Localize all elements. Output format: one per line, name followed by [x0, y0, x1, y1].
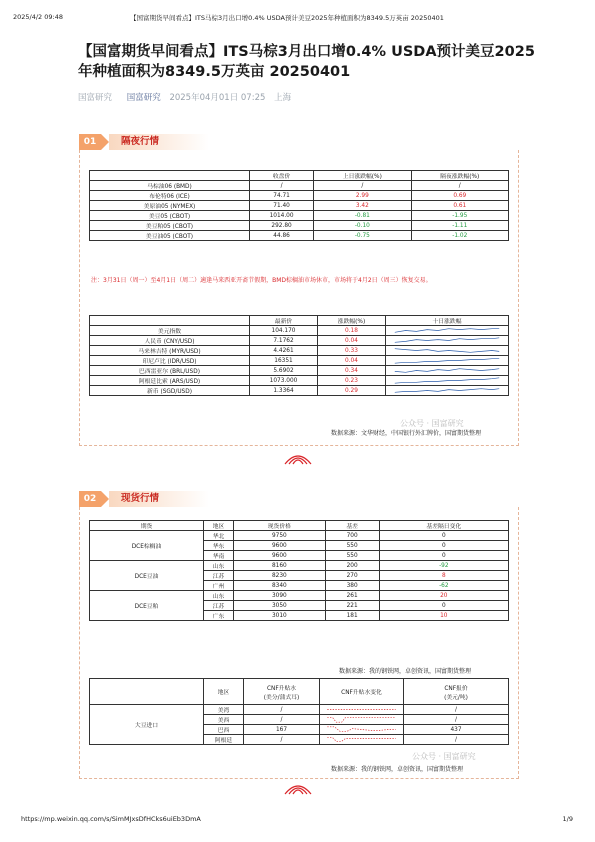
table-header-row [90, 521, 509, 531]
table-cell: / [244, 705, 320, 715]
table-cell: 美豆05 (CBOT) [90, 211, 250, 221]
table-header-cell: 收盘价 [250, 171, 314, 181]
table-cell: / [404, 715, 509, 725]
table-cell: 0 [379, 531, 508, 541]
cnf-table [89, 678, 509, 745]
table-header-cell: 地区 [204, 521, 234, 531]
table-group-cell: 大豆进口 [90, 705, 204, 745]
table-cell: / [404, 735, 509, 745]
table-cell: 9600 [234, 551, 326, 561]
table-cell: 181 [325, 611, 379, 621]
table-cell: -62 [379, 581, 508, 591]
table-cell: 700 [325, 531, 379, 541]
table-cell: 美元指数 [90, 326, 250, 336]
table-cell: 美豆粕05 (CBOT) [90, 221, 250, 231]
table-header-cell: 上日涨跌幅(%) [314, 171, 411, 181]
article-author-link[interactable]: 国富研究 [126, 93, 161, 103]
table-cell: 1014.00 [250, 211, 314, 221]
table-cell: 人民币 (CNY/USD) [90, 336, 250, 346]
table-cell: 0.61 [411, 201, 508, 211]
table-cell: 20 [379, 591, 508, 601]
table-cell: 104.170 [250, 326, 318, 336]
table-cell: 550 [325, 551, 379, 561]
sparkline-cell [320, 725, 404, 735]
print-tab-title: 【国富期货早间看点】ITS马棕3月出口增0.4% USDA预计美豆2025年种植面积为8349.5万英亩 20250401 [130, 14, 444, 22]
sparkline [322, 725, 401, 734]
table-cell: -0.75 [314, 231, 411, 241]
table-cell: 华北 [204, 531, 234, 541]
table-cell: 1073.000 [250, 376, 318, 386]
table-header-cell: 最新价 [250, 316, 318, 326]
sparkline [322, 705, 401, 714]
table-cell: 3010 [234, 611, 326, 621]
table-row [90, 705, 509, 715]
table-header-cell [90, 316, 250, 326]
table-cell: 8160 [234, 561, 326, 571]
table-cell: 0.33 [318, 346, 386, 356]
table-cell: 阿根廷比索 (ARS/USD) [90, 376, 250, 386]
overnight-table [89, 170, 509, 241]
sparkline-cell [386, 366, 509, 376]
table-cell: 3.42 [314, 201, 411, 211]
table-row [90, 231, 509, 241]
table-cell: 550 [325, 541, 379, 551]
table-cell: 8230 [234, 571, 326, 581]
table-header-row [90, 316, 509, 326]
table-row [90, 346, 509, 356]
section-title: 现货行情 [109, 491, 209, 507]
watermark: 公众号 · 国富研究 [400, 419, 464, 428]
article-byline [78, 91, 297, 103]
divider-ornament-icon [283, 780, 313, 796]
sparkline [388, 346, 506, 355]
table-header-cell [90, 171, 250, 181]
market-note: 注：3月31日（周一）至4月1日（周二）適逢马来西亚开斋节假期，BMD棕榈油市场休市，市场将于4月2日（周三）恢复交易。 [91, 277, 432, 284]
table-header-cell: 十日涨跌幅 [386, 316, 509, 326]
print-datetime: 2025/4/2 09:48 [13, 13, 63, 21]
table-cell: 2.99 [314, 191, 411, 201]
table-cell: / [404, 705, 509, 715]
table-cell: / [314, 181, 411, 191]
table-header-cell [90, 679, 204, 705]
data-source-note: 数据来源：我的钢铁网，卓创资讯，国富期货整理 [331, 766, 464, 773]
table-cell: 布伦特06 (ICE) [90, 191, 250, 201]
section-title: 隔夜行情 [109, 134, 209, 150]
sparkline [388, 376, 506, 385]
data-source-note: 数据来源：我的钢铁网，卓创资讯，国富期货整理 [339, 668, 472, 675]
table-cell: 印尼卢比 (IDR/USD) [90, 356, 250, 366]
article-location: 上海 [274, 93, 292, 103]
table-cell: 16351 [250, 356, 318, 366]
table-header-cell: CNF升贴水 (美分/蒲式耳) [244, 679, 320, 705]
table-cell: 江苏 [204, 571, 234, 581]
watermark: 公众号 · 国富研究 [412, 752, 476, 761]
table-header-cell: 现货价格 [234, 521, 326, 531]
table-cell: 380 [325, 581, 379, 591]
table-cell: / [244, 715, 320, 725]
table-cell: 0.29 [318, 386, 386, 396]
sparkline [388, 356, 506, 365]
table-cell: 山东 [204, 591, 234, 601]
print-page-counter: 1/9 [562, 815, 573, 823]
sparkline-cell [386, 346, 509, 356]
sparkline [388, 326, 506, 335]
table-row [90, 221, 509, 231]
spot-table [89, 520, 509, 621]
sparkline-cell [386, 376, 509, 386]
table-row [90, 336, 509, 346]
section-arrow [101, 491, 109, 507]
section-arrow [101, 134, 109, 150]
sparkline-cell [386, 386, 509, 396]
table-row [90, 531, 509, 541]
table-row [90, 366, 509, 376]
table-row [90, 386, 509, 396]
table-cell: 221 [325, 601, 379, 611]
table-row [90, 376, 509, 386]
table-cell: 广州 [204, 581, 234, 591]
table-cell: 261 [325, 591, 379, 601]
sparkline-cell [386, 326, 509, 336]
article-date: 2025年04月01日 07:25 [169, 93, 266, 103]
table-header-cell: 期货 [90, 521, 204, 531]
table-header-cell: CNF升贴水变化 [320, 679, 404, 705]
table-cell: 巴西雷亚尔 (BRL/USD) [90, 366, 250, 376]
table-header-row [90, 171, 509, 181]
table-cell: / [411, 181, 508, 191]
table-cell: 马棕油06 (BMD) [90, 181, 250, 191]
table-cell: -0.10 [314, 221, 411, 231]
table-cell: / [244, 735, 320, 745]
table-cell: -0.81 [314, 211, 411, 221]
table-cell: 200 [325, 561, 379, 571]
table-cell: 8340 [234, 581, 326, 591]
section-number: 01 [79, 134, 101, 150]
table-cell: 4.4261 [250, 346, 318, 356]
section-header-overnight [79, 134, 519, 150]
table-row [90, 191, 509, 201]
table-cell: 0 [379, 551, 508, 561]
sparkline [322, 735, 401, 744]
table-cell: -92 [379, 561, 508, 571]
table-cell: 0.04 [318, 336, 386, 346]
article-title: 【国富期货早间看点】ITS马棕3月出口增0.4% USDA预计美豆2025年种植面积为8349.5万英亩 20250401 [78, 44, 535, 80]
table-cell: 华东 [204, 541, 234, 551]
fx-table [89, 315, 509, 396]
sparkline [388, 386, 506, 395]
table-cell: 马来林吉特 (MYR/USD) [90, 346, 250, 356]
table-cell: 0.69 [411, 191, 508, 201]
table-header-row [90, 679, 509, 705]
table-cell: 9750 [234, 531, 326, 541]
table-cell: 7.1762 [250, 336, 318, 346]
table-cell: 山东 [204, 561, 234, 571]
table-group-cell: DCE豆油 [90, 561, 204, 591]
article-source: 国富研究 [78, 93, 113, 103]
table-cell: 292.80 [250, 221, 314, 231]
table-cell: 美湾 [204, 705, 244, 715]
table-cell: 美西 [204, 715, 244, 725]
table-cell: 3090 [234, 591, 326, 601]
table-cell: 10 [379, 611, 508, 621]
table-cell: 167 [244, 725, 320, 735]
table-cell: 华南 [204, 551, 234, 561]
print-url[interactable]: https://mp.weixin.qq.com/s/SimMJxsDfHCks6uiEb3DmA [21, 815, 201, 823]
table-cell: 美原油05 (NYMEX) [90, 201, 250, 211]
section-header-spot [79, 491, 519, 507]
sparkline-cell [386, 336, 509, 346]
table-cell: 3050 [234, 601, 326, 611]
table-cell: -1.11 [411, 221, 508, 231]
table-cell: 0 [379, 541, 508, 551]
sparkline-cell [320, 705, 404, 715]
table-cell: 广东 [204, 611, 234, 621]
table-header-cell: 基差 [325, 521, 379, 531]
table-cell: -1.02 [411, 231, 508, 241]
table-row [90, 326, 509, 336]
table-cell: 71.40 [250, 201, 314, 211]
table-cell: 437 [404, 725, 509, 735]
sparkline-cell [320, 735, 404, 745]
table-cell: 江苏 [204, 601, 234, 611]
table-cell: 8 [379, 571, 508, 581]
table-group-cell: DCE豆粕 [90, 591, 204, 621]
sparkline [322, 715, 401, 724]
table-row [90, 356, 509, 366]
data-source-note: 数据来源：文华财经，中国银行外汇牌价，国富期货整理 [331, 430, 482, 437]
table-cell: 0.23 [318, 376, 386, 386]
divider-ornament-icon [283, 450, 313, 466]
table-group-cell: DCE棕榈油 [90, 531, 204, 561]
table-row [90, 181, 509, 191]
table-cell: 新币 (SGD/USD) [90, 386, 250, 396]
table-cell: 1.3364 [250, 386, 318, 396]
table-cell: 0.04 [318, 356, 386, 366]
table-header-cell: 基差隔日变化 [379, 521, 508, 531]
table-header-cell: CNF报价 (美元/吨) [404, 679, 509, 705]
table-cell: 巴西 [204, 725, 244, 735]
table-cell: 阿根廷 [204, 735, 244, 745]
table-cell: 74.71 [250, 191, 314, 201]
table-row [90, 591, 509, 601]
table-row [90, 211, 509, 221]
sparkline [388, 336, 506, 345]
table-cell: 9600 [234, 541, 326, 551]
table-cell: 0.34 [318, 366, 386, 376]
table-cell: 美豆油05 (CBOT) [90, 231, 250, 241]
table-cell: 5.6902 [250, 366, 318, 376]
table-header-cell: 地区 [204, 679, 244, 705]
table-cell: 0.18 [318, 326, 386, 336]
sparkline-cell [386, 356, 509, 366]
table-row [90, 561, 509, 571]
table-cell: / [250, 181, 314, 191]
table-row [90, 201, 509, 211]
table-cell: -1.95 [411, 211, 508, 221]
table-header-cell: 涨跌幅(%) [318, 316, 386, 326]
sparkline [388, 366, 506, 375]
sparkline-cell [320, 715, 404, 725]
section-number: 02 [79, 491, 101, 507]
table-cell: 270 [325, 571, 379, 581]
table-cell: 0 [379, 601, 508, 611]
table-cell: 44.86 [250, 231, 314, 241]
table-header-cell: 隔夜涨跌幅(%) [411, 171, 508, 181]
